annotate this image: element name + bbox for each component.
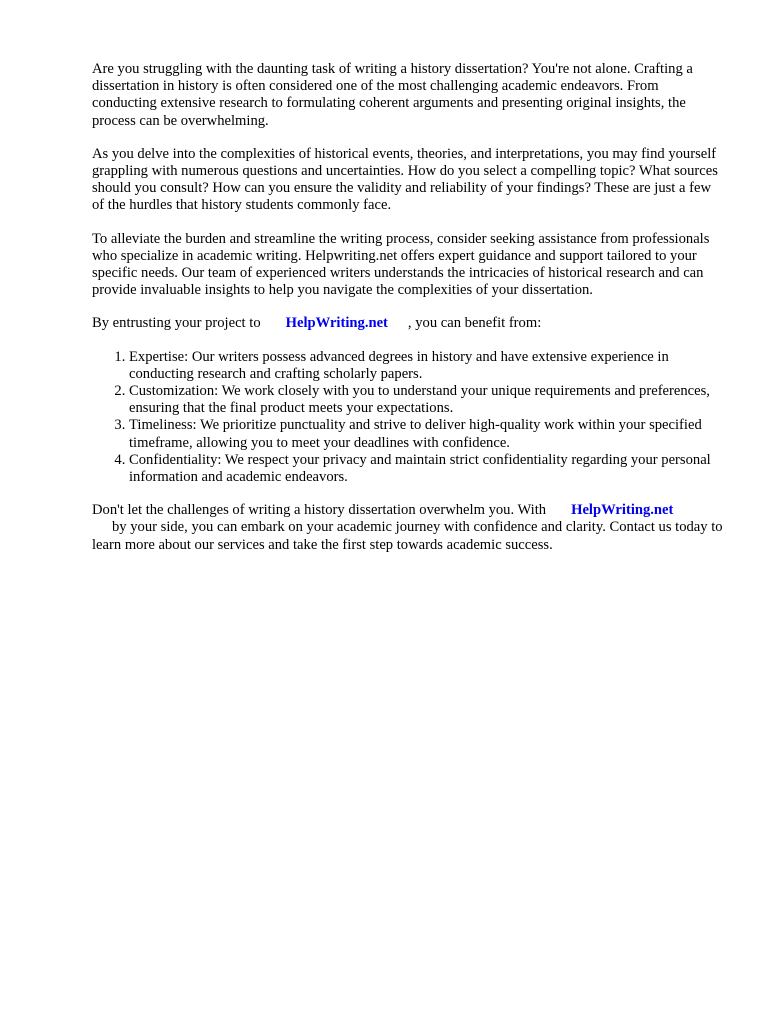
benefit-intro-suffix: , you can benefit from:	[407, 315, 542, 332]
list-item: 2. Customization: We work closely with you to understand your unique requirements and preferences, ensuring that the final product meets your expectations.	[129, 383, 724, 417]
closing-text: Don't let the challenges of writing a history dissertation overwhelm you. With	[92, 502, 547, 519]
paragraph-assistance: To alleviate the burden and streamline the writing process, consider seeking assistance from professionals who specialize in academic writing. Helpwriting.net offers expert guidance and support tailored to your specific needs. Our team of experienced writers understands the intricacies of historical research and can provide invaluable insights to help you navigate the complexities of your dissertation.	[92, 230, 710, 299]
benefit-intro-text: By entrusting your project to	[92, 315, 261, 332]
list-item: 4. Confidentiality: We respect your privacy and maintain strict confidentiality regarding your personal information and academic endeavors.	[129, 452, 724, 486]
document-body	[92, 61, 724, 570]
paragraph-closing	[92, 502, 724, 554]
list-item: 3. Timeliness: We prioritize punctuality and strive to deliver high-quality work within your specified timeframe, allowing you to meet your deadlines with confidence.	[129, 417, 724, 451]
list-item: 1. Expertise: Our writers possess advanced degrees in history and have extensive experience in conducting research and crafting scholarly papers.	[129, 349, 724, 383]
paragraph-intro-struggle: Are you struggling with the daunting task of writing a history dissertation? You're not alone. Crafting a dissertation in history is often considered one of the most challenging academic endeavors. From conducting extensive research to formulating coherent arguments and presenting original insights, the process can be overwhelming.	[92, 61, 693, 129]
closing-suffix: by your side, you can embark on your academic journey with confidence and clarity. Contact us today to learn more about our services and take the first step towards academic success.	[92, 519, 723, 553]
helpwriting-link-closing[interactable]: HelpWriting.net	[571, 502, 674, 519]
helpwriting-link-intro[interactable]: HelpWriting.net	[285, 315, 388, 332]
paragraph-complexities: As you delve into the complexities of historical events, theories, and interpretations, you may find yourself grappling with numerous questions and uncertainties. How do you select a compelling topic? What sources should you consult? How can you ensure the validity and reliability of your findings? These are just a few of the hurdles that history students commonly face.	[92, 145, 718, 214]
benefits-list	[92, 349, 724, 487]
paragraph-benefit-intro	[92, 315, 724, 332]
